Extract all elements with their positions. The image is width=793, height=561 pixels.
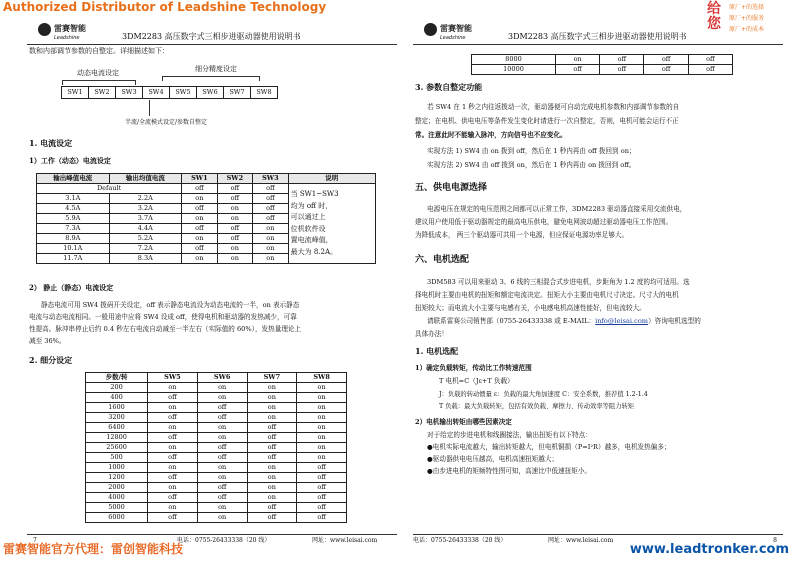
cell: on xyxy=(247,483,297,493)
switch-4: SW4 xyxy=(143,87,170,99)
table-row xyxy=(86,493,347,503)
cell: 400 xyxy=(86,393,148,403)
cell: off xyxy=(297,493,347,503)
cell: off xyxy=(297,503,347,513)
cell: off xyxy=(297,513,347,523)
col-header: SW2 xyxy=(217,174,253,184)
cell: off xyxy=(148,473,198,483)
cell: off xyxy=(688,55,732,65)
switch-1: SW1 xyxy=(62,87,89,99)
cell: off xyxy=(197,453,247,463)
section-motor-select: 1. 电机选配 xyxy=(415,346,459,356)
cell: off xyxy=(217,234,253,244)
cell: on xyxy=(253,244,289,254)
cell: off xyxy=(197,493,247,503)
cell: on xyxy=(197,383,247,393)
email-link[interactable]: info@leisai.com xyxy=(595,317,649,325)
list-item: ●由步进电机的矩频特性图可知，高速比中低速扭矩小。 xyxy=(427,467,592,475)
cell: on xyxy=(217,214,253,224)
doc-title: 3DM2283 高压数字式三相步进驱动器使用说明书 xyxy=(122,32,301,41)
cell: on xyxy=(297,443,347,453)
cell: on xyxy=(297,453,347,463)
cell: 5.2A xyxy=(109,234,182,244)
cell: on xyxy=(182,254,218,264)
cell: off xyxy=(644,65,688,75)
subsection-torque: 2）电机输出转矩由哪些因素决定 xyxy=(415,418,512,426)
cell: 4000 xyxy=(86,493,148,503)
footer-web: 网址：www.leisai.com xyxy=(548,537,614,544)
cell: 10000 xyxy=(472,65,556,75)
cell: 8000 xyxy=(472,55,556,65)
table-row xyxy=(86,403,347,413)
cell: 5.9A xyxy=(37,214,110,224)
cell: on xyxy=(247,393,297,403)
table-row xyxy=(86,443,347,453)
list-item: ●驱动器供电电压越高，电机高速扭矩越大； xyxy=(427,455,559,463)
motor-text-line: 3DM583 可以用来驱动 3、6 线的三相混合式步进电机，步距角为 1.2 度的均可适用。选 xyxy=(427,278,690,286)
cell: on xyxy=(197,393,247,403)
cell: on xyxy=(297,413,347,423)
autotune-text-line: 若 SW4 在 1 秒之内往返拨动一次，驱动器便可自动完成电机参数和内部调节参数的自 xyxy=(427,103,680,111)
current-table xyxy=(36,173,376,264)
cell: 3.1A xyxy=(37,194,110,204)
cell: on xyxy=(247,463,297,473)
cell: off xyxy=(253,204,289,214)
note-line: 置电流峰值， xyxy=(290,236,333,244)
cell: on xyxy=(556,55,600,65)
autotune-method-2: 实现方法 2) SW4 由 off 拨到 on，然后在 1 秒内再由 on 拨回到 off。 xyxy=(427,161,636,169)
cell: off xyxy=(148,513,198,523)
cell: off xyxy=(600,65,644,75)
table-row xyxy=(86,513,347,523)
cell: 2.2A xyxy=(109,194,182,204)
diagram-pointer xyxy=(149,100,150,116)
cell: off xyxy=(247,443,297,453)
static-text-line: 减至 36%。 xyxy=(29,337,66,345)
switch-6: SW6 xyxy=(197,87,224,99)
note-line: 可以通过上 xyxy=(290,213,326,221)
cell: off xyxy=(148,413,198,423)
static-text-line: 性提高。脉冲串停止后约 0.4 秒左右电流自动减至一半左右（实际值的 60%），发热量理论上 xyxy=(29,325,302,333)
cell: 3.2A xyxy=(109,204,182,214)
current-note xyxy=(288,184,375,264)
cell: 8.3A xyxy=(109,254,182,264)
cell: on xyxy=(217,204,253,214)
col-header: 输出均值电流 xyxy=(109,174,182,184)
table-row xyxy=(472,65,733,75)
page-number: 8 xyxy=(773,537,777,544)
table-row xyxy=(86,473,347,483)
cell: 7.3A xyxy=(37,224,110,234)
logo-en: Leadshine xyxy=(440,35,466,41)
cell: 3.7A xyxy=(109,214,182,224)
cell: off xyxy=(197,413,247,423)
cell: off xyxy=(247,453,297,463)
subsection-static-current: 2） 静止（静态）电流设定 xyxy=(29,283,114,292)
page-header xyxy=(27,20,397,45)
footer-tel: 电话：0755-26433338（20 线） xyxy=(413,537,507,544)
factors-intro: 对于给定的步进电机和线圈接法，输出扭矩有以下特点： xyxy=(427,431,592,439)
cell: 1600 xyxy=(86,403,148,413)
slogan-line-3: 原厂+的成本 xyxy=(729,26,765,33)
cell: 12800 xyxy=(86,433,148,443)
cell: on xyxy=(197,473,247,483)
cell: on xyxy=(148,443,198,453)
cell: off xyxy=(217,194,253,204)
bracket-micro xyxy=(162,76,260,81)
cell: on xyxy=(148,383,198,393)
section-microstep: 2. 细分设定 xyxy=(29,355,73,365)
cell: 6400 xyxy=(86,423,148,433)
table-row xyxy=(37,184,376,194)
cell: off xyxy=(197,483,247,493)
cell: off xyxy=(197,443,247,453)
logo-en: Leadshine xyxy=(54,35,80,41)
section-power: 五、供电电源选择 xyxy=(415,183,488,193)
leadshine-logo-icon xyxy=(38,23,51,36)
cell: on xyxy=(197,433,247,443)
cell: 4.4A xyxy=(109,224,182,234)
agent-website-link[interactable]: www.leadtronker.com xyxy=(629,542,789,557)
footer-tel: 电话：0755-26433338（20 线） xyxy=(177,537,271,544)
col-header: SW1 xyxy=(182,174,218,184)
motor-contact-text: 请联系雷赛公司销售部（0755-26433338 或 E-MAIL： xyxy=(427,317,596,325)
table-row xyxy=(86,503,347,513)
cell: off xyxy=(253,194,289,204)
cell: 11.7A xyxy=(37,254,110,264)
cell: on xyxy=(253,224,289,234)
motor-text-last: 具体办法！ xyxy=(415,330,448,338)
table-row xyxy=(472,55,733,65)
cell: on xyxy=(253,254,289,264)
table-row xyxy=(86,433,347,443)
table-row xyxy=(86,483,347,493)
cell: off xyxy=(148,453,198,463)
cell: 5000 xyxy=(86,503,148,513)
diagram-label-half: 半流/全流模式设定/参数自整定 xyxy=(125,119,208,126)
col-header: SW3 xyxy=(253,174,289,184)
static-text-line: 电流与动态电流相同。一般用途中应将 SW4 设成 off，使得电机和驱动器的发热减少，可靠 xyxy=(29,313,297,321)
cell: off xyxy=(148,493,198,503)
cell: 25600 xyxy=(86,443,148,453)
cell: off xyxy=(556,65,600,75)
cell: off xyxy=(644,55,688,65)
cell: off xyxy=(182,244,218,254)
motor-text-line: 择电机时主要由电机的扭矩和额定电流决定。扭矩大小主要由电机尺寸决定。尺寸大的电机 xyxy=(415,291,679,299)
cell: on xyxy=(247,473,297,483)
page-right xyxy=(413,20,783,545)
cell: off xyxy=(182,204,218,214)
note-line: 最大为 8.2A。 xyxy=(290,247,338,256)
cell: on xyxy=(182,234,218,244)
cell: on xyxy=(297,423,347,433)
autotune-text-line: 整定；在电机、供电电压等条件发生变化时请进行一次自整定，否则，电机可能会运行不正 xyxy=(415,117,679,125)
cell: 2000 xyxy=(86,483,148,493)
diagram-label-current: 动态电流设定 xyxy=(77,69,119,77)
note-line: 当 SW1~SW3 xyxy=(290,190,339,198)
cell: 200 xyxy=(86,383,148,393)
formula: T 电机=C（Jε+T 负载） xyxy=(439,377,514,385)
col-header: 步数/转 xyxy=(86,373,148,383)
note-line: 位机软件设 xyxy=(290,224,326,233)
intro-text: 数和内部调节参数的自整定。详细描述如下： xyxy=(29,47,169,55)
cell: on xyxy=(247,383,297,393)
cell: on xyxy=(247,493,297,503)
table-row xyxy=(86,453,347,463)
cell: 500 xyxy=(86,453,148,463)
formula-t: T 负载：最大负载转矩，包括有效负载、摩擦力、传动效率等阻力转矩 xyxy=(439,403,635,410)
formula-j: J：负载的转动惯量 ε：负载的最大角加速度 C：安全系数，推荐值 1.2-1.4 xyxy=(439,391,648,398)
switch-8: SW8 xyxy=(251,87,278,99)
power-text-line: 电源电压在规定的电压范围之间都可以正常工作，3DM2283 驱动器直接采用交流供电， xyxy=(427,205,687,213)
slogan-line-1: 原厂+的选择 xyxy=(729,4,765,11)
switch-5: SW5 xyxy=(170,87,197,99)
cell: 8.9A xyxy=(37,234,110,244)
page-number: 7 xyxy=(33,537,37,544)
agent-banner: 雷赛智能官方代理：雷创智能科技 xyxy=(3,542,184,556)
cell: off xyxy=(253,184,289,194)
diagram-label-micro: 细分精度设定 xyxy=(195,65,237,73)
motor-text-line: 扭矩较大；而电流大小主要与电感有关，小电感电机高速性能好，但电流较大。 xyxy=(415,304,646,312)
cell: 10.1A xyxy=(37,244,110,254)
doc-title: 3DM2283 高压数字式三相步进驱动器使用说明书 xyxy=(508,32,687,41)
cell: off xyxy=(217,224,253,234)
cell: on xyxy=(197,463,247,473)
table-row xyxy=(86,463,347,473)
col-header: 输出峰值电流 xyxy=(37,174,110,184)
switch-2: SW2 xyxy=(89,87,116,99)
cell: 3200 xyxy=(86,413,148,423)
cell: on xyxy=(217,254,253,264)
table-row xyxy=(86,393,347,403)
cell: off xyxy=(247,513,297,523)
switch-3: SW3 xyxy=(116,87,143,99)
microstep-table xyxy=(85,372,347,523)
distributor-banner: Authorized Distributor of Leadshine Technology xyxy=(3,0,327,14)
cell: off xyxy=(247,433,297,443)
cell: on xyxy=(297,403,347,413)
col-header: SW7 xyxy=(247,373,297,383)
subsection-dynamic-current: 1）工作（动态）电流设定 xyxy=(29,156,111,165)
page-left xyxy=(27,20,397,545)
motor-contact-tail: ）咨询电机选型的 xyxy=(648,317,701,325)
microstep-table-cont xyxy=(471,54,733,75)
cell: off xyxy=(247,503,297,513)
cell: on xyxy=(297,433,347,443)
cell: 1000 xyxy=(86,463,148,473)
cell: on xyxy=(182,214,218,224)
cell: on xyxy=(253,234,289,244)
cell: off xyxy=(688,65,732,75)
cell: on xyxy=(247,413,297,423)
cell: on xyxy=(148,423,198,433)
cell: on xyxy=(182,194,218,204)
cell: 7.2A xyxy=(109,244,182,254)
slogan-line-2: 原厂+的服务 xyxy=(729,15,765,22)
power-text-line: 为降低成本， 两三个驱动器可共用一个电源，但应保证电源功率足够大。 xyxy=(415,231,629,239)
footer-web: 网址：www.leisai.com xyxy=(312,537,378,544)
section-motor: 六、电机选配 xyxy=(415,255,470,265)
cell: on xyxy=(217,244,253,254)
cell: on xyxy=(148,483,198,493)
autotune-method-1: 实现方法 1) SW4 由 on 拨到 off，然后在 1 秒内再由 off 拨回到 on； xyxy=(427,147,636,155)
cell: on xyxy=(247,403,297,413)
slogan-logo: 给您 xyxy=(707,1,721,32)
logo-cn: 雷赛智能 xyxy=(54,24,86,33)
col-header: SW6 xyxy=(197,373,247,383)
bracket-current xyxy=(62,80,136,85)
cell: on xyxy=(297,393,347,403)
autotune-text-line: 常。注意此时不能输入脉冲，方向信号也不应变化。 xyxy=(415,131,567,139)
switch-7: SW7 xyxy=(224,87,251,99)
cell: 1200 xyxy=(86,473,148,483)
cell: 4.5A xyxy=(37,204,110,214)
switch-diagram xyxy=(61,86,278,99)
cell: on xyxy=(197,513,247,523)
static-text-line: 静态电流可用 SW4 拨码开关设定，off 表示静态电流设为动态电流的一半，on 表示静态 xyxy=(41,301,300,309)
table-row xyxy=(86,413,347,423)
note-line: 均为 off 时， xyxy=(290,201,333,210)
section-autotune: 3. 参数自整定功能 xyxy=(415,82,483,92)
cell: Default xyxy=(37,184,182,194)
cell: off xyxy=(297,463,347,473)
logo-cn: 雷赛智能 xyxy=(440,24,472,33)
power-text-line: 建议用户使用低于驱动器规定的最高电压供电，避免电网波动超过驱动器电压工作范围。 xyxy=(415,218,673,226)
cell: off xyxy=(182,224,218,234)
cell: off xyxy=(217,184,253,194)
motor-contact-line xyxy=(427,316,701,327)
cell: on xyxy=(197,423,247,433)
cell: off xyxy=(253,214,289,224)
col-header: 说明 xyxy=(288,174,375,184)
subsection-load: 1）确定负载转矩，传动比工作转速范围 xyxy=(415,364,532,372)
cell: on xyxy=(148,463,198,473)
cell: off xyxy=(297,473,347,483)
cell: off xyxy=(247,423,297,433)
cell: off xyxy=(182,184,218,194)
cell: on xyxy=(197,503,247,513)
cell: on xyxy=(297,383,347,393)
table-row xyxy=(86,423,347,433)
cell: on xyxy=(148,403,198,413)
leadshine-logo-icon xyxy=(424,23,437,36)
cell: on xyxy=(148,503,198,513)
cell: 6000 xyxy=(86,513,148,523)
cell: off xyxy=(197,403,247,413)
cell: off xyxy=(297,483,347,493)
table-row xyxy=(86,383,347,393)
section-current: 1. 电流设定 xyxy=(29,138,73,148)
col-header: SW5 xyxy=(148,373,198,383)
cell: off xyxy=(148,433,198,443)
page-header xyxy=(413,20,783,45)
list-item: ●电机实际电流越大，输出转矩越大，但电机铜损（P=I²R）越多，电机发热偏多； xyxy=(427,443,671,451)
col-header: SW8 xyxy=(297,373,347,383)
cell: off xyxy=(148,393,198,403)
cell: off xyxy=(600,55,644,65)
